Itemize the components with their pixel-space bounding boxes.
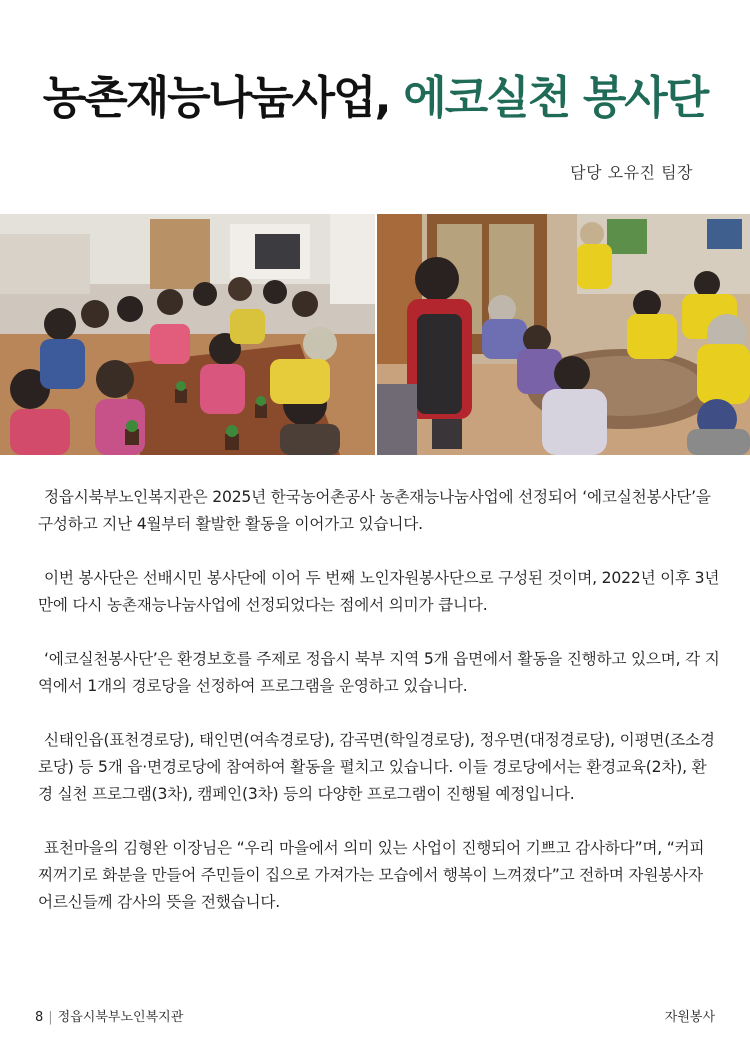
paragraph-1: 정읍시북부노인복지관은 2025년 한국농어촌공사 농촌재능나눔사업에 선정되어 ‘에코실천봉사단’을 구성하고 지난 4월부터 활발한 활동을 이어가고 있습니다. [38,488,711,533]
footer-separator: | [48,1010,53,1025]
title-part-1: 농촌재능나눔사업, [42,71,390,124]
photo-icon [0,214,375,455]
paragraph-3: ‘에코실천봉사단’은 환경보호를 주제로 정읍시 북부 지역 5개 읍면에서 활동을 진행하고 있으며, 각 지역에서 1개의 경로당을 선정하여 프로그램을 운영하고 있습니다. [38,650,720,695]
page-number: 8 [35,1010,44,1025]
photo-strip [0,214,750,455]
footer-section: 자원봉사 [664,1010,715,1025]
photo-icon [377,214,750,455]
photo-left [0,214,375,455]
paragraph-5: 표천마을의 김형완 이장님은 “우리 마을에서 의미 있는 사업이 진행되어 기쁘고 감사하다”며, “커피 찌꺼기로 화분을 만들어 주민들이 집으로 가져가는 모습에서 행복이 느껴졌다”고 전하며 자원봉사자 어르신들께 감사의 뜻을 전했습니다. [38,839,705,911]
title-part-2: 에코실천 봉사단 [403,71,708,124]
photo-right [377,214,750,455]
page-title [0,68,750,128]
article-body [38,484,720,943]
paragraph-2: 이번 봉사단은 선배시민 봉사단에 이어 두 번째 노인자원봉사단으로 구성된 것이며, 2022년 이후 3년 만에 다시 농촌재능나눔사업에 선정되었다는 점에서 의미가 큽니다. [38,569,720,614]
author-line: 담당 오유진 팀장 [570,163,693,182]
footer-organization: 정읍시북부노인복지관 [57,1010,184,1025]
paragraph-4: 신태인읍(표천경로당), 태인면(여속경로당), 감곡면(학일경로당), 정우면(대정경로당), 이평면(조소경로당) 등 5개 읍·면경로당에 참여하여 활동을 펼치고 있습니다. 이들 경로당에서는 환경교육(2차), 환경 실천 프로그램(3차), 캠페인(3차) 등의 다양한 프로그램이 진행될 예정입니다. [38,731,715,803]
footer-left [35,1006,183,1025]
